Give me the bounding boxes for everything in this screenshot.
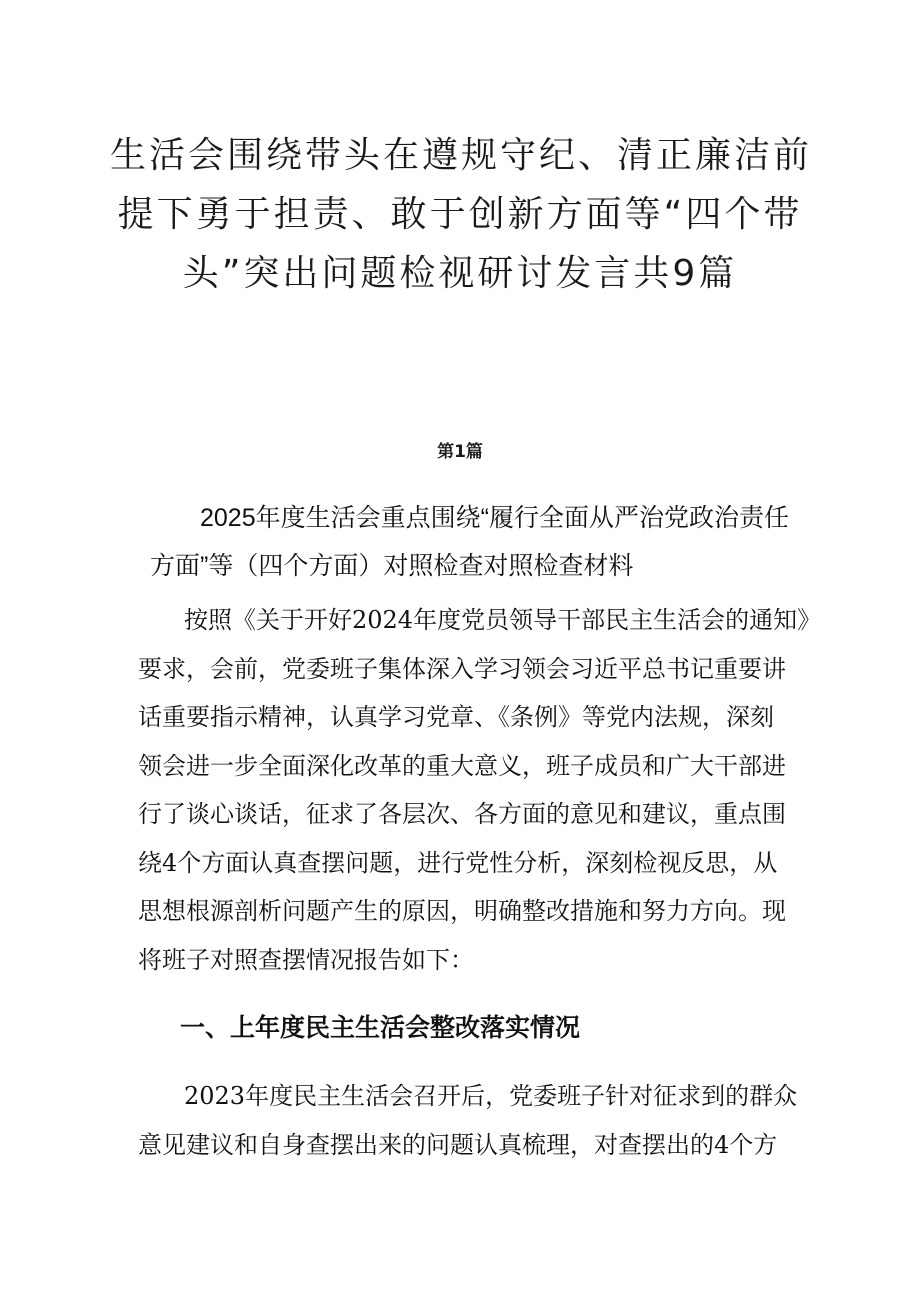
title-line: 头”突出问题检视研讨发言共9篇: [182, 253, 738, 294]
paragraph-line: 将班子对照查摆情况报告如下：: [138, 945, 474, 974]
section-paragraph: [138, 1072, 798, 1169]
intro-paragraph: [138, 596, 822, 984]
chapter-label: 第1篇: [437, 442, 483, 462]
title-line: 生活会围绕带头在遵规守纪、清正廉洁前: [110, 135, 813, 176]
paragraph-line: 按照《关于开好2024年度党员领导干部民主生活会的通知》: [184, 606, 822, 634]
paragraph-line: 2023年度民主生活会召开后，党委班子针对征求到的群众: [184, 1082, 798, 1110]
paragraph-line: 话重要指示精神，认真学习党章、《条例》等党内法规，深刻: [138, 703, 774, 731]
section-subtitle: [150, 494, 810, 590]
title-line: 提下勇于担责、敢于创新方面等“四个带: [117, 194, 803, 235]
paragraph-line: 领会进一步全面深化改革的重大意义，班子成员和广大干部进: [138, 751, 786, 780]
paragraph-line: 要求，会前，党委班子集体深入学习领会习近平总书记重要讲: [138, 654, 786, 683]
paragraph-line: 绕4个方面认真查摆问题，进行党性分析，深刻检视反思，从: [138, 848, 778, 877]
paragraph-line: 意见建议和自身查摆出来的问题认真梳理，对查摆出的4个方: [138, 1130, 778, 1159]
section-heading: 一、上年度民主生活会整改落实情况: [180, 1013, 581, 1042]
subtitle-line: 2025年度生活会重点围绕“履行全面从严治党政治责任: [200, 504, 789, 532]
paragraph-line: 思想根源剖析问题产生的原因，明确整改措施和努力方向。现: [138, 897, 786, 925]
paragraph-line: 行了谈心谈话，征求了各层次、各方面的意见和建议，重点围: [138, 800, 786, 828]
document-title: [110, 126, 813, 303]
subtitle-line: 方面”等（四个方面）对照检查对照检查材料: [150, 552, 634, 580]
